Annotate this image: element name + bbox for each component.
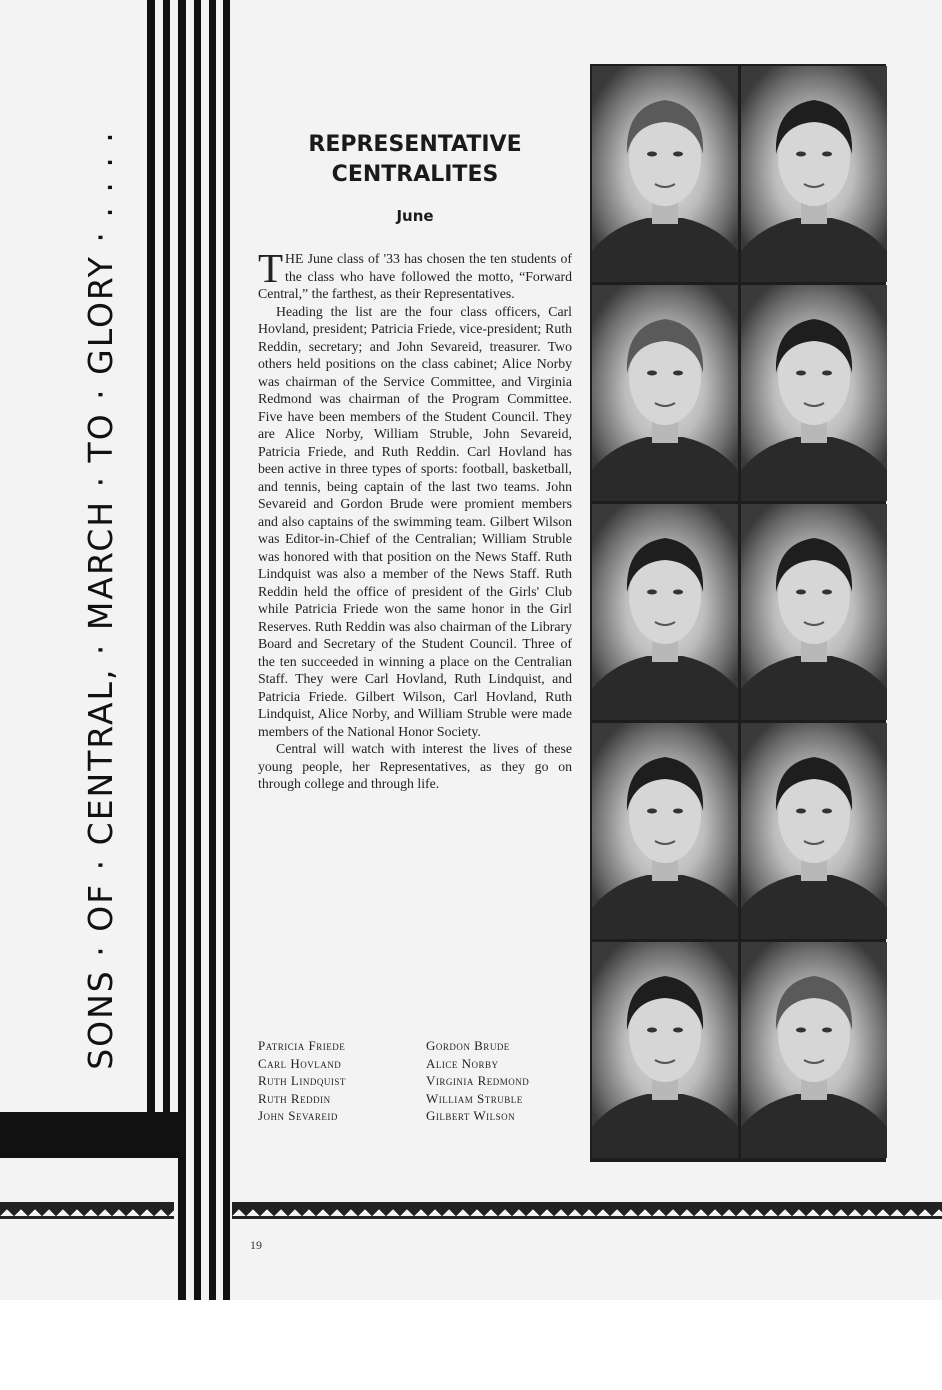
portrait-photo: [592, 504, 738, 720]
portrait-photo: [592, 285, 738, 501]
name-item: Carl Hovland: [258, 1055, 342, 1071]
name-item: Ruth Reddin: [258, 1090, 331, 1106]
portrait-photo: [592, 723, 738, 939]
portrait-silhouette-icon: [592, 942, 738, 1158]
portrait-silhouette-icon: [741, 723, 887, 939]
portrait-silhouette-icon: [741, 504, 887, 720]
portrait-silhouette-icon: [592, 504, 738, 720]
portrait-photo: [741, 285, 887, 501]
article-subtitle: June: [396, 207, 434, 225]
banner-crossbar: [0, 1112, 178, 1158]
paragraph-1: [258, 245, 572, 303]
name-item: Alice Norby: [426, 1055, 499, 1071]
name-item: William Struble: [426, 1090, 523, 1106]
banner-bar-6: [223, 0, 230, 1300]
page-number: 19: [250, 1238, 262, 1252]
portrait-photo: [741, 66, 887, 282]
portrait-silhouette-icon: [592, 285, 738, 501]
portrait-silhouette-icon: [741, 66, 887, 282]
vertical-banner-text: SONS · OF · CENTRAL, · MARCH · TO · GLORY · . . . .: [80, 130, 120, 1070]
portrait-photo: [592, 66, 738, 282]
zigzag-ornament-left: [0, 1202, 174, 1216]
article-title: [255, 130, 575, 190]
banner-bar-1: [147, 0, 155, 1112]
banner-bar-3: [178, 0, 186, 1300]
zigzag-baseline-right: [232, 1216, 942, 1219]
footer-strip: [0, 1300, 942, 1390]
portrait-photo: [741, 504, 887, 720]
title-line-2: CENTRALITES: [331, 162, 499, 187]
name-item: Gilbert Wilson: [426, 1108, 516, 1124]
banner-bar-5: [209, 0, 216, 1300]
title-line-1: REPRESENTATIVE: [308, 132, 522, 157]
name-item: Ruth Lindquist: [258, 1073, 346, 1089]
paragraph-3: Central will watch with interest the lives of these young people, her Representatives, as they go on through college and through life.: [258, 741, 572, 791]
drop-cap: T: [258, 245, 284, 291]
portrait-silhouette-icon: [741, 942, 887, 1158]
paragraph-2: Heading the list are the four class officers, Carl Hovland, president; Patricia Friede, vice-president; Ruth Reddin, secretary; and John Sevareid, treasurer. Two others held positions on the class cabinet; Alice Norby was chairman of the Service Committee, and Virginia Redmond was chairman of the Program Committee. Five have been members of the Student Council. They are Alice Norby, William Struble, John Sevareid, Patricia Friede, and Ruth Reddin. Carl Hovland has been active in three types of sports: football, basketball, and tennis, being captain of the last two teams. John Sevareid and Gordon Brude were promient members and also captains of the swimming team. Gilbert Wilson was Editor-in-Chief of the Centralian; William Struble was honored with that position on the News Staff. Ruth Lindquist was also a member of the News Staff. Ruth Reddin held the office of president of the Girls' Club while Patricia Friede won the same honor in the Girl Reserves. Ruth Reddin was also chairman of the Library Board and Secretary of the Student Council. Three of the ten succeeded in winning a place on the Centralian Staff. They were Carl Hovland, Ruth Lindquist, and Patricia Friede. Gilbert Wilson, Carl Hovland, Ruth Lindquist, Alice Norby, and William Struble were made members of the National Honor Society.: [258, 303, 572, 739]
portrait-photo: [741, 723, 887, 939]
zigzag-baseline-left: [0, 1216, 174, 1219]
names-column-right: [426, 1037, 529, 1125]
portrait-grid: [590, 64, 886, 1162]
portrait-photo: [592, 942, 738, 1158]
banner-bar-4: [194, 0, 201, 1300]
zigzag-ornament-right: [232, 1202, 942, 1216]
names-column-left: [258, 1037, 346, 1125]
paragraph-1-text: HE June class of '33 has chosen the ten students of the class who have followed the motto, “Forward Central,” the farthest, as their Representatives.: [258, 251, 572, 301]
portrait-silhouette-icon: [592, 66, 738, 282]
name-item: Gordon Brude: [426, 1038, 510, 1053]
name-item: Patricia Friede: [258, 1038, 346, 1053]
portrait-silhouette-icon: [741, 285, 887, 501]
name-item: John Sevareid: [258, 1108, 338, 1124]
portrait-photo: [741, 942, 887, 1158]
article-body: [258, 245, 572, 793]
name-item: Virginia Redmond: [426, 1073, 530, 1089]
portrait-silhouette-icon: [592, 723, 738, 939]
banner-bar-2: [163, 0, 170, 1112]
